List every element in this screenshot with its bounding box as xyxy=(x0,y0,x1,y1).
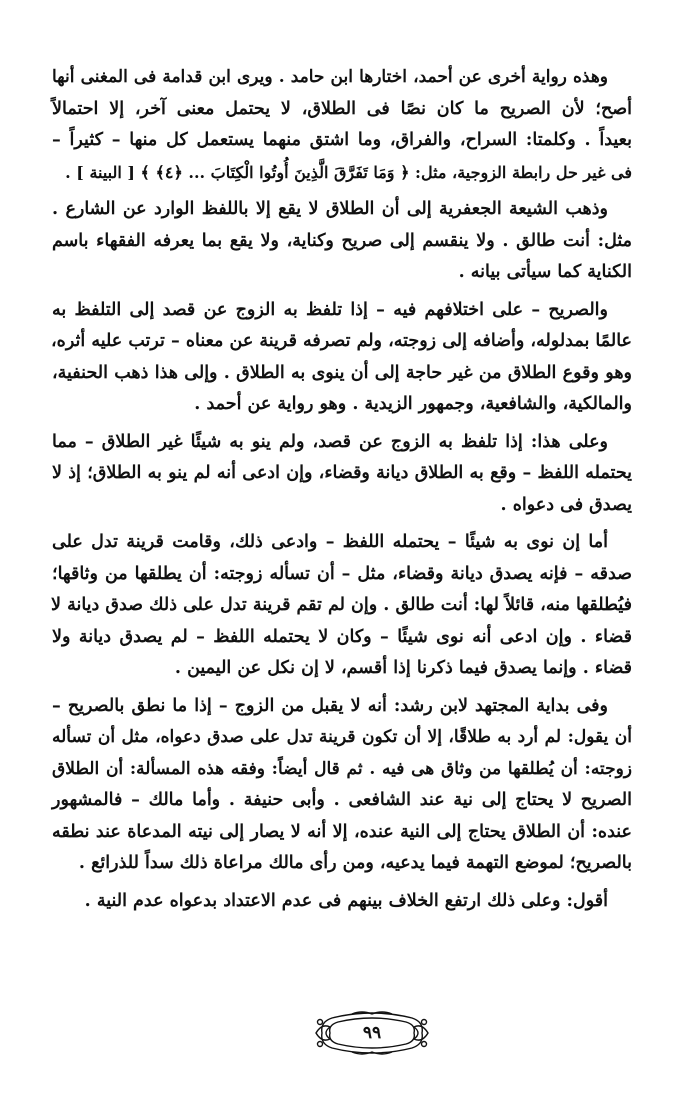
text-line: الصريح لا يحتاج إلى نية عند الشافعى . وأبى حنيفة . وأما مالك – فالمشهور xyxy=(52,790,632,810)
text-line: صدقه – فإنه يصدق ديانة وقضاء، مثل – أن تسأله زوجته: أن يطلقها من وثاقها؛ xyxy=(52,563,632,584)
text-line: فيُطلقها منه، قائلاً لها: أنت طالق . وإن لم تقم قرينة تدل على ذلك صدق ديانة لا xyxy=(51,595,632,615)
text-line: وهذه رواية أخرى عن أحمد، اختارها ابن حامد . ويرى ابن قدامة فى المغنى أنها xyxy=(52,67,608,87)
paragraph xyxy=(52,691,632,880)
paragraph xyxy=(52,886,632,918)
paragraph xyxy=(52,427,632,522)
text-line: وذهب الشيعة الجعفرية إلى أن الطلاق لا يقع إلا باللفظ الوارد عن الشارع . xyxy=(52,199,608,219)
text-line: أما إن نوى به شيئًا – يحتمله اللفظ – وادعى ذلك، وقامت قرينة تدل على xyxy=(52,532,608,552)
text-line: وهو وقوع الطلاق من غير حاجة إلى أن ينوى به الطلاق . وإلى هذا ذهب الحنفية، xyxy=(52,362,632,383)
text-line: بعيداً . وكلمتا: السراح، والفراق، وما اشتق منهما يستعمل كل منها – كثيراً – xyxy=(52,130,632,150)
text-line: عالمًا بمدلوله، وأضافه إلى زوجته، ولم تصرفه قرينة عن معناه – ترتب عليه أثره، xyxy=(51,331,632,351)
paragraph xyxy=(52,527,632,685)
text-line: قضاء . وإنما يصدق فيما ذكرنا إذا أقسم، لا إن نكل عن اليمين . xyxy=(174,658,632,678)
text-line: وعلى هذا: إذا تلفظ به الزوج عن قصد، ولم ينو به شيئًا غير الطلاق – مما xyxy=(52,431,608,452)
text-line: الكناية كما سيأتى بيانه . xyxy=(458,262,632,282)
paragraph xyxy=(52,295,632,421)
text-line: أصح؛ لأن الصريح ما كان نصًا فى الطلاق، لا يحتمل معنى آخر، إلا احتمالاً xyxy=(52,98,632,119)
page-number-frame xyxy=(312,1010,432,1056)
text-line: وفى بداية المجتهد لابن رشد: أنه لا يقبل من الزوج – إذا ما نطق بالصريح – xyxy=(52,695,608,716)
text-line: والصريح – على اختلافهم فيه – إذا تلفظ به الزوج عن قصد إلى التلفظ به xyxy=(52,299,608,320)
page-number: ٩٩ xyxy=(362,1023,382,1043)
text-line: مثل: أنت طالق . ولا ينقسم إلى صريح وكناية، ولا يقع بما يعرفه الفقهاء باسم xyxy=(52,230,632,251)
text-line: أقول: وعلى ذلك ارتفع الخلاف بينهم فى عدم الاعتداد بدعواه عدم النية . xyxy=(84,890,608,911)
text-line: بالصريح؛ لموضع التهمة فيما يدعيه، ومن رأى مالك مراعاة ذلك سداً للذرائع . xyxy=(78,853,632,873)
text-line: فى غير حل رابطة الزوجية، مثل: ﴿ وَمَا تَفَرَّقَ الَّذِينَ أُوتُوا الْكِتَابَ ... ﴿٤﴾ ﴾ [ البينة ] . xyxy=(65,162,632,182)
text-line: والمالكية، والشافعية، وجمهور الزيدية . وهو رواية عن أحمد . xyxy=(194,394,632,414)
text-line: عنده: أن الطلاق يحتاج إلى النية عنده، إلا أنه لا يصار إلى نيته المدعاة عند نطقه xyxy=(52,821,632,842)
text-line: يصدق فى دعواه . xyxy=(500,494,632,515)
text-line: قضاء . وإن ادعى أنه نوى شيئًا – وكان لا يحتمله اللفظ – لم يصدق ديانة ولا xyxy=(52,626,632,647)
text-line: أن يقول: لم أرد به طلاقًا، إلا أن تكون قرينة تدل على صدق دعواه، مثل أن تسأله xyxy=(52,727,632,747)
page-body-text xyxy=(52,62,632,923)
text-line: زوجته: أن يُطلقها من وثاق هى فيه . ثم قال أيضاً: وفقه هذه المسألة: أن الطلاق xyxy=(52,758,632,779)
text-line: يحتمله اللفظ – وقع به الطلاق ديانة وقضاء، وإن ادعى أنه لم ينو به الطلاق؛ إذ لا xyxy=(52,463,632,483)
paragraph xyxy=(52,194,632,289)
paragraph xyxy=(52,62,632,188)
